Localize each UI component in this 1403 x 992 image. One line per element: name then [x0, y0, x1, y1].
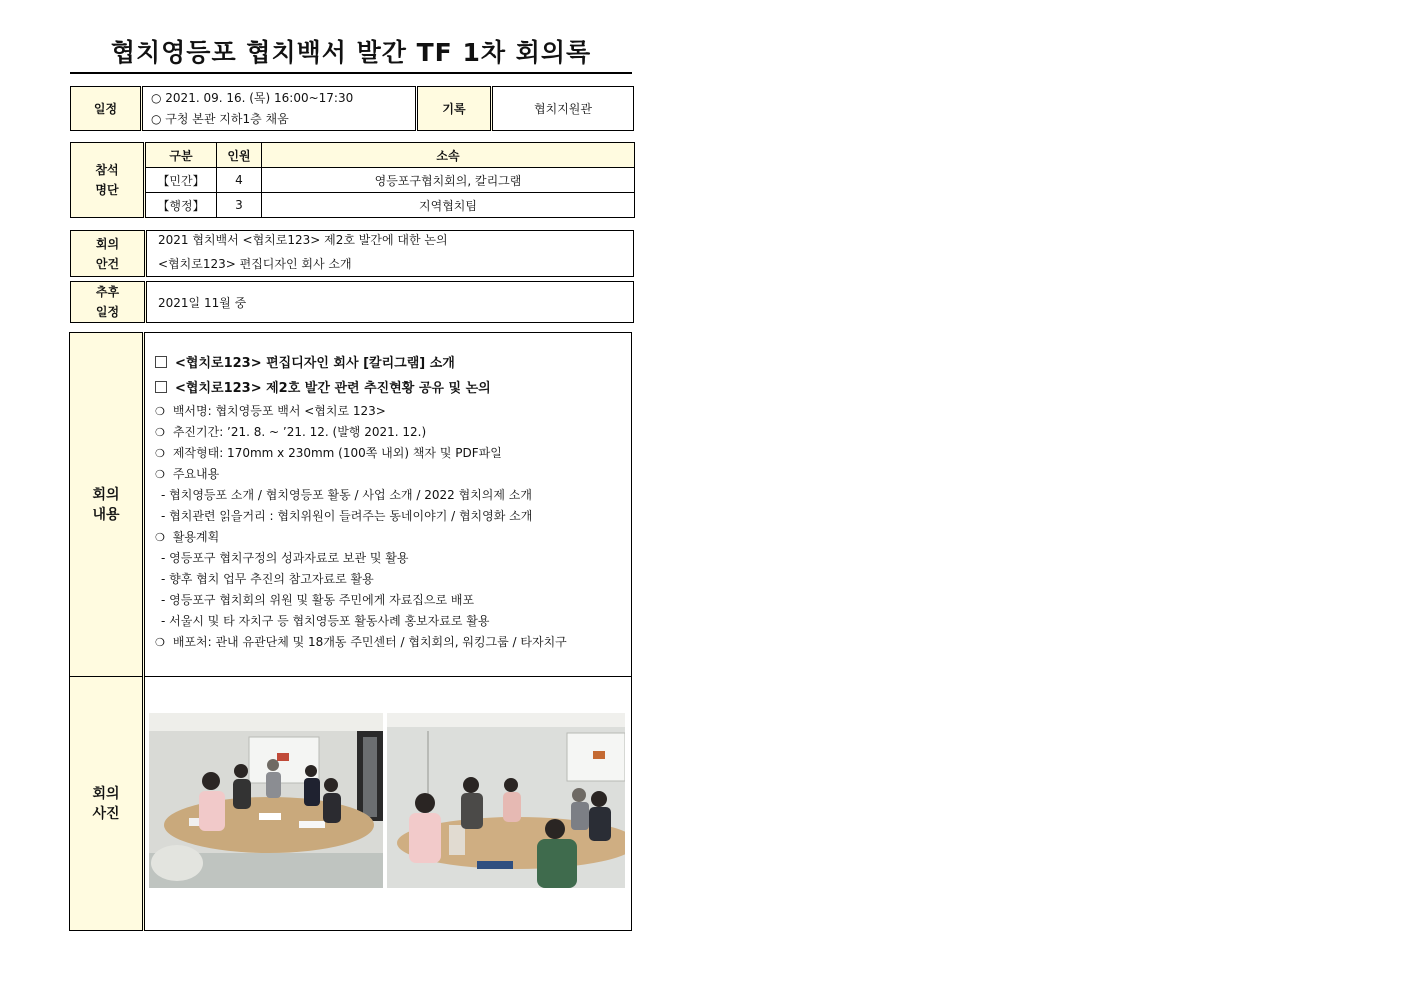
circle-bullet-icon: ❍: [155, 447, 165, 460]
content-table: [69, 332, 632, 931]
attendees-header-type: 구분: [145, 143, 217, 168]
content-head-2: <협치로123> 제2호 발간 관련 추진현황 공유 및 논의: [155, 376, 631, 401]
agenda-item-2: <협치로123> 편집디자인 회사 소개: [158, 257, 352, 271]
list-item: - 향후 협치 업무 추진의 참고자료로 활용: [161, 572, 374, 586]
checkbox-icon: [155, 356, 167, 368]
checkbox-icon: [155, 381, 167, 393]
list-item: - 협치영등포 소개 / 협치영등포 활동 / 사업 소개 / 2022 협치의제 소개: [161, 488, 532, 502]
attendees-label: 참석 명단: [71, 143, 145, 218]
table-row: [71, 193, 635, 218]
content-head-1: <협치로123> 편집디자인 회사 [칼리그램] 소개: [155, 351, 631, 376]
schedule-date: ○ 2021. 09. 16. (목) 16:00~17:30: [151, 90, 354, 105]
table-row: [71, 168, 635, 193]
list-item: - 협치관련 읽을거리 : 협치위원이 들려주는 동네이야기 / 협치영화 소개: [161, 509, 533, 523]
list-item: ❍ 주요내용: [155, 464, 631, 485]
schedule-place: ○ 구청 본관 지하1층 채움: [151, 111, 289, 126]
meeting-photo-1: [149, 713, 383, 888]
list-item: ❍ 제작형태: 170mm x 230mm (100쪽 내외) 책자 및 PDF파일: [155, 443, 631, 464]
followup-label: 추후 일정: [71, 282, 146, 323]
circle-bullet-icon: ❍: [155, 426, 165, 439]
followup-table: [70, 281, 634, 323]
list-item: - 영등포구 협치구정의 성과자료로 보관 및 활용: [161, 551, 409, 565]
recorder-value: 협치지원관: [492, 87, 634, 131]
attendee-org: 지역협치팀: [262, 193, 635, 218]
agenda-label: 회의 안건: [71, 231, 146, 277]
circle-bullet-icon: ❍: [155, 405, 165, 418]
attendees-header-org: 소속: [262, 143, 635, 168]
list-item: ❍ 백서명: 협치영등포 백서 <협치로 123>: [155, 401, 631, 422]
circle-bullet-icon: ❍: [155, 531, 165, 544]
attendees-table: [70, 142, 635, 218]
document-title: 협치영등포 협치백서 발간 TF 1차 회의록: [70, 36, 632, 74]
list-item: - 영등포구 협치회의 위원 및 활동 주민에게 자료집으로 배포: [161, 593, 475, 607]
circle-bullet-icon: ❍: [155, 468, 165, 481]
photos-label: 회의 사진: [70, 677, 144, 931]
attendee-org: 영등포구협치회의, 칼리그램: [262, 168, 635, 193]
list-item: - 서울시 및 타 자치구 등 협치영등포 활동사례 홍보자료로 활용: [161, 614, 490, 628]
list-item: ❍ 활용계획: [155, 527, 631, 548]
schedule-table: [70, 86, 634, 131]
meeting-photo-2: [387, 713, 625, 888]
recorder-label: 기록: [417, 87, 492, 131]
list-item: ❍ 배포처: 관내 유관단체 및 18개동 주민센터 / 협치회의, 워킹그룹 / 타자치구: [155, 632, 631, 653]
followup-text: 2021일 11월 중: [146, 282, 634, 323]
attendees-header-count: 인원: [217, 143, 262, 168]
attendee-count: 3: [217, 193, 262, 218]
attendee-type: 【민간】: [145, 168, 217, 193]
content-label: 회의 내용: [70, 333, 144, 677]
agenda-table: [70, 230, 634, 277]
schedule-label: 일정: [71, 87, 142, 131]
list-item: ❍ 추진기간: ’21. 8. ~ ’21. 12. (발행 2021. 12.): [155, 422, 631, 443]
circle-bullet-icon: ❍: [155, 636, 165, 649]
agenda-item-1: 2021 협치백서 <협치로123> 제2호 발간에 대한 논의: [158, 233, 448, 247]
attendee-count: 4: [217, 168, 262, 193]
attendee-type: 【행정】: [145, 193, 217, 218]
